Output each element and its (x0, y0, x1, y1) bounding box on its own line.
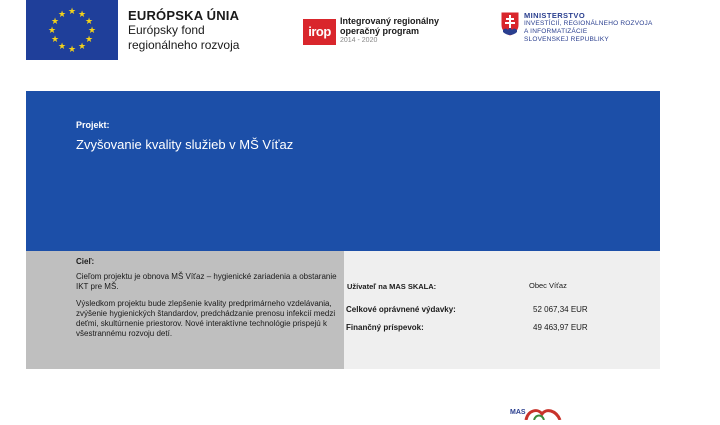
svg-text:★: ★ (67, 45, 77, 55)
contribution-value: 49 463,97 EUR (533, 323, 588, 332)
project-label: Projekt: (76, 120, 110, 130)
svg-text:★: ★ (47, 26, 57, 36)
irop-years: 2014 - 2020 (340, 37, 378, 44)
project-title: Zvyšovanie kvality služieb v MŠ Víťaz (76, 137, 294, 152)
goal-text-1: Cieľom projektu je obnova MŠ Víťaz – hygienické zariadenia a obstaranie IKT pre MŠ. (76, 272, 337, 291)
eu-title: EURÓPSKA ÚNIA (128, 8, 240, 23)
mas-skala-logo (508, 404, 568, 420)
svg-text:★: ★ (57, 10, 67, 20)
ministry-text-block (524, 12, 652, 44)
mas-logo-text: MAS (510, 409, 526, 416)
ministry-line-1: MINISTERSTVO (524, 11, 586, 20)
eligible-expenses-value: 52 067,34 EUR (533, 305, 588, 314)
svg-text:★: ★ (77, 10, 87, 20)
beneficiary-value: Obec Víťaz (529, 281, 567, 290)
svg-text:★: ★ (50, 35, 60, 45)
slovak-crest-icon (500, 11, 520, 37)
beneficiary-label: Užívateľ na MAS SKALA: (347, 282, 437, 291)
svg-text:★: ★ (77, 42, 87, 52)
svg-text:★: ★ (57, 42, 67, 52)
svg-text:★: ★ (67, 7, 77, 17)
eligible-expenses-label: Celkové oprávnené výdavky: (346, 305, 456, 314)
irop-logo: irop (303, 19, 336, 45)
eu-fund-line: Európsky fond (128, 23, 205, 37)
svg-text:★: ★ (50, 17, 60, 27)
irop-line-1: Integrovaný regionálny (340, 16, 440, 26)
eu-flag-logo (26, 0, 118, 60)
contribution-label: Finančný príspevok: (346, 323, 424, 332)
project-banner (26, 91, 660, 251)
svg-text:★: ★ (87, 26, 97, 36)
ministry-line-4: SLOVENSKEJ REPUBLIKY (524, 36, 609, 43)
ministry-line-2: INVESTÍCIÍ, REGIONÁLNEHO ROZVOJA (524, 20, 653, 27)
irop-text-block (340, 16, 439, 46)
svg-text:★: ★ (84, 35, 94, 45)
irop-line-2: operačný program (340, 26, 420, 36)
goal-label: Cieľ: (76, 257, 95, 266)
ministry-line-3: A INFORMATIZÁCIE (524, 28, 588, 35)
svg-text:★: ★ (84, 17, 94, 27)
eu-text-block (128, 8, 239, 53)
eu-fund-line-2: regionálneho rozvoja (128, 38, 240, 52)
goal-text-2: Výsledkom projektu bude zlepšenie kvality predprimárneho vzdelávania, zvýšenie hygienických štandardov, predchádzanie prenosu infekcií medzi deťmi, skultúrnenie priestorov. Nové interaktívne technológie prispejú k všestrannému rozvoju detí. (76, 299, 336, 338)
